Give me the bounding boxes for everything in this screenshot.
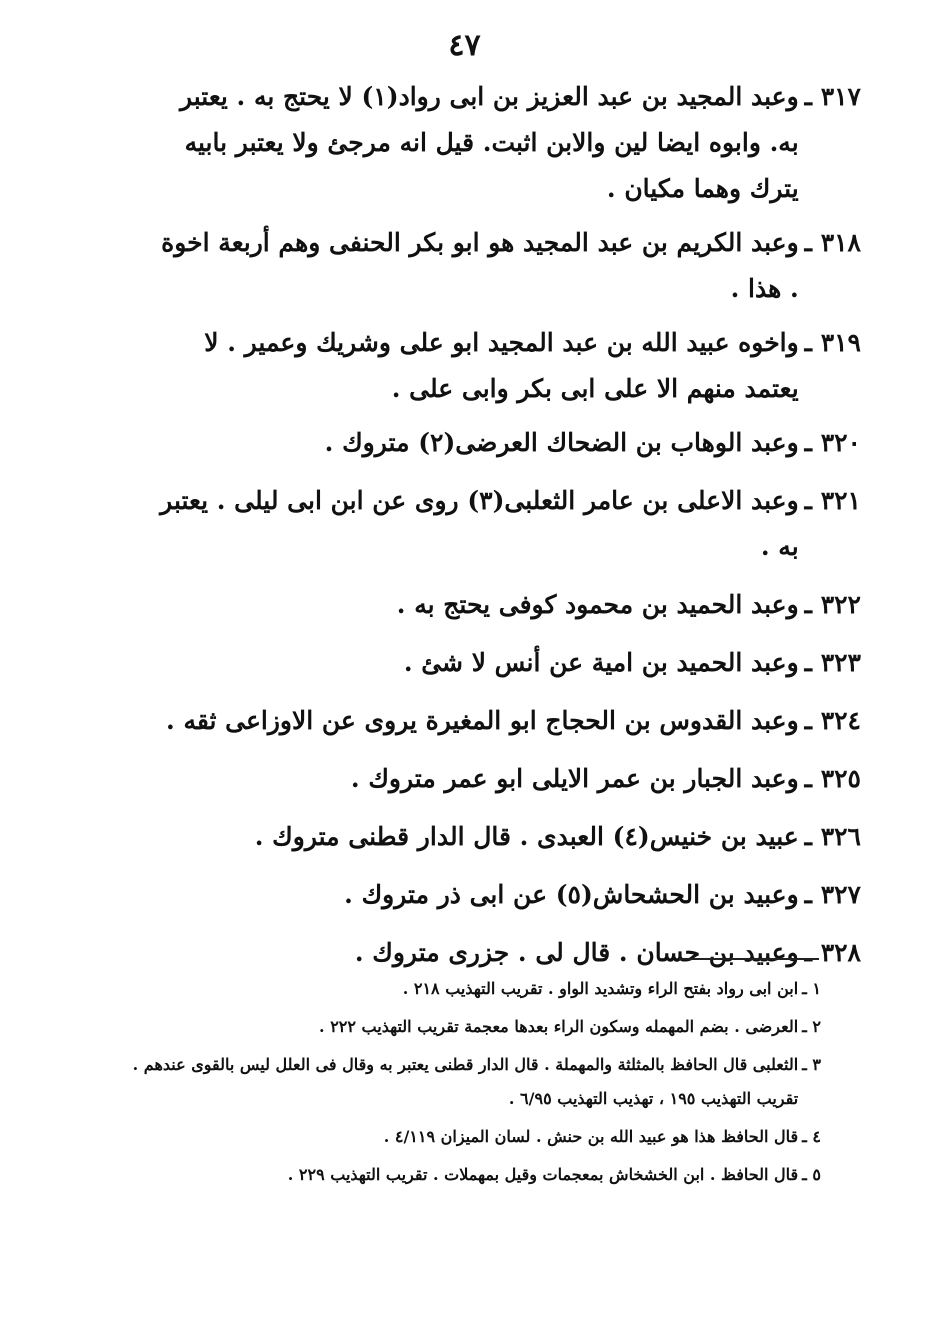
entry-text: وعبد الجبار بن عمر الايلى ابو عمر متروك . [350, 764, 799, 793]
entry-322 [146, 582, 861, 628]
entry-text: وعبيد بن الحشحاش(٥) عن ابى ذر متروك . [344, 880, 799, 909]
entry-320 [146, 420, 861, 466]
entry-number: ٣٢٦ ـ [804, 822, 861, 851]
footnote-divider [679, 958, 819, 960]
entry-text: وعبد المجيد بن عبد العزيز بن ابى رواد(١) لا يحتج به . يعتبر به. وابوه ايضا لين والابن اثبت. قيل انه مرجئ ولا يعتبر بابيه يترك وهما مكيان . [179, 82, 799, 203]
footnote-number: ٥ ـ [802, 1165, 821, 1184]
entry-328 [146, 930, 861, 976]
entry-number: ٣٢٣ ـ [804, 648, 861, 677]
footnote-number: ٣ ـ [802, 1055, 821, 1074]
entry-number: ٣٢٢ ـ [804, 590, 861, 619]
footnotes-list [131, 972, 821, 1196]
entry-number: ٣٢٤ ـ [804, 706, 861, 735]
entry-323 [146, 640, 861, 686]
footnote-number: ٤ ـ [802, 1127, 821, 1146]
entry-text: وعبد الوهاب بن الضحاك العرضى(٢) متروك . [324, 428, 799, 457]
entry-318 [146, 220, 861, 312]
entries-list [146, 74, 861, 988]
entry-327 [146, 872, 861, 918]
entry-text: عبيد بن خنيس(٤) العبدى . قال الدار قطنى متروك . [254, 822, 799, 851]
entry-text: وعبد الاعلى بن عامر الثعلبى(٣) روى عن ابن ابى ليلى . يعتبر به . [160, 486, 799, 561]
footnote-1 [131, 972, 821, 1006]
entry-number: ٣٢٥ ـ [804, 764, 861, 793]
entry-324 [146, 698, 861, 744]
footnote-text: قال الحافظ . ابن الخشخاش بمعجمات وقيل بمهملات . تقريب التهذيب ٢٢٩ . [287, 1165, 799, 1184]
entry-text: وعبد الحميد بن امية عن أنس لا شئ . [403, 648, 799, 677]
footnote-4 [131, 1120, 821, 1154]
footnote-text: العرضى . بضم المهمله وسكون الراء بعدها معجمة تقريب التهذيب ٢٢٢ . [319, 1017, 799, 1036]
entry-number: ٣٢٠ ـ [804, 428, 861, 457]
entry-text: وعبد الكريم بن عبد المجيد هو ابو بكر الحنفى وهم أربعة اخوة . هذا . [161, 228, 799, 303]
entry-319 [146, 320, 861, 412]
entry-321 [146, 478, 861, 570]
entry-text: وعبيد بن حسان . قال لى . جزرى متروك . [354, 938, 799, 967]
footnote-text: قال الحافظ هذا هو عبيد الله بن حنش . لسان الميزان ٤/١١٩ . [383, 1127, 799, 1146]
footnote-text: ابن ابى رواد بفتح الراء وتشديد الواو . تقريب التهذيب ٢١٨ . [402, 979, 799, 998]
entry-number: ٣١٧ ـ [804, 82, 861, 111]
footnote-text: الثعلبى قال الحافظ بالمثلثة والمهملة . قال الدار قطنى يعتبر به وقال فى العلل ليس بالقوى عندهم . تقريب التهذيب ١٩٥ ، تهذيب التهذيب ٦/٩٥ . [132, 1055, 799, 1108]
entry-number: ٣٢٨ ـ [804, 938, 861, 967]
entry-text: وعبد القدوس بن الحجاج ابو المغيرة يروى عن الاوزاعى ثقه . [166, 706, 799, 735]
page-number: ٤٧ [448, 28, 481, 63]
footnote-2 [131, 1010, 821, 1044]
footnote-5 [131, 1158, 821, 1192]
entry-number: ٣١٩ ـ [804, 328, 861, 357]
footnote-3 [131, 1048, 821, 1116]
entry-number: ٣٢١ ـ [804, 486, 861, 515]
entry-text: وعبد الحميد بن محمود كوفى يحتج به . [396, 590, 799, 619]
entry-317 [146, 74, 861, 212]
entry-number: ٣١٨ ـ [804, 228, 861, 257]
entry-326 [146, 814, 861, 860]
entry-number: ٣٢٧ ـ [804, 880, 861, 909]
footnote-number: ٢ ـ [802, 1017, 821, 1036]
entry-325 [146, 756, 861, 802]
entry-text: واخوه عبيد الله بن عبد المجيد ابو على وشريك وعمير . لا يعتمد منهم الا على ابى بكر وابى على . [204, 328, 799, 403]
footnote-number: ١ ـ [802, 979, 821, 998]
